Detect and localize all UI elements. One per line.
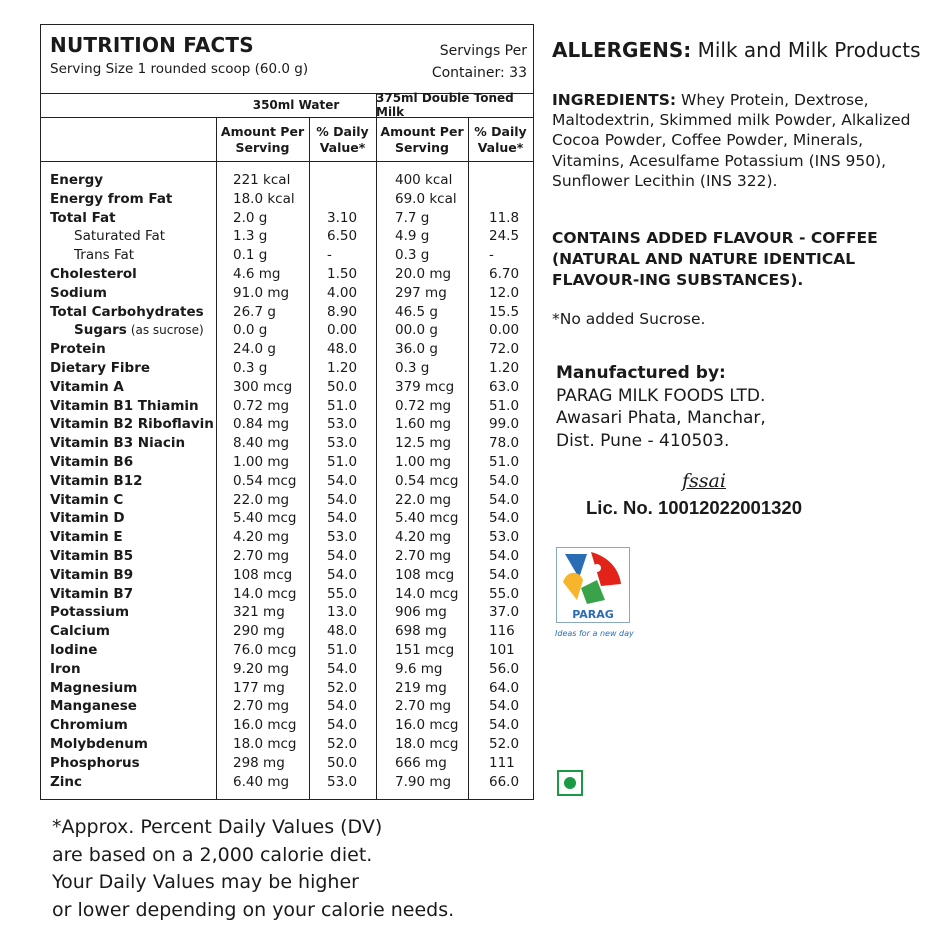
nutrient-name	[50, 284, 107, 303]
nutrient-name	[50, 547, 133, 566]
ingredients-value: Whey Protein, Dextrose, Maltodextrin, Skimmed milk Powder, Alkalized Cocoa Powder, Coffee Powder, Minerals, Vitamins, Acesulfame Potassium (INS 950), Sunflower Lecithin (INS 322).	[552, 91, 911, 190]
water-daily-value: 54.0	[327, 566, 358, 583]
water-amount: 91.0 mg	[233, 284, 290, 301]
milk-amount: 20.0 mg	[395, 265, 452, 282]
manufacturer-address-1: Awasari Phata, Manchar,	[556, 408, 766, 428]
manufacturer-address-2: Dist. Pune - 410503.	[556, 430, 730, 451]
nutrient-name-text: Vitamin A	[50, 378, 124, 395]
milk-daily-value: 56.0	[489, 660, 520, 677]
nutrient-row	[41, 415, 533, 434]
nutrient-name	[50, 209, 116, 228]
milk-amount: 0.3 g	[395, 247, 430, 264]
water-daily-value: 8.90	[327, 303, 358, 320]
milk-amount: 0.72 mg	[395, 397, 452, 414]
milk-daily-value: 1.20	[489, 359, 520, 376]
nutrient-name	[50, 359, 150, 378]
nutrient-name	[50, 171, 103, 190]
water-amount: 0.1 g	[233, 247, 268, 264]
nutrient-name	[50, 679, 137, 698]
water-amount: 5.40 mcg	[233, 510, 297, 527]
nutrient-name-text: Vitamin B7	[50, 585, 134, 602]
column-water-header: 350ml Water	[216, 93, 376, 118]
water-amount-header: Amount Per Serving	[216, 118, 309, 162]
nutrient-name	[50, 735, 148, 754]
milk-amount: 36.0 g	[395, 341, 438, 358]
nutrient-name-text: Vitamin B3 Niacin	[50, 435, 186, 452]
nutrient-name-text: Zinc	[50, 773, 83, 790]
no-sucrose-note: *No added Sucrose.	[552, 310, 706, 328]
nutrient-name-text: Vitamin B12	[50, 472, 143, 489]
nutrient-name	[50, 773, 82, 792]
milk-daily-value: 63.0	[489, 378, 520, 395]
nutrient-row	[41, 679, 533, 698]
milk-daily-value: 64.0	[489, 679, 520, 696]
daily-value-footnote	[52, 814, 454, 924]
nutrient-row	[41, 716, 533, 735]
water-amount: 0.3 g	[233, 359, 268, 376]
milk-daily-value: 54.0	[489, 698, 520, 715]
serving-size: Serving Size 1 rounded scoop (60.0 g)	[50, 61, 309, 77]
water-amount: 24.0 g	[233, 341, 276, 358]
water-amount: 6.40 mg	[233, 773, 290, 790]
milk-amount: 12.5 mg	[395, 435, 452, 452]
nutrient-name-text: Trans Fat	[74, 247, 135, 264]
water-amount: 18.0 kcal	[233, 190, 295, 207]
nutrient-name	[50, 528, 123, 547]
nutrient-row	[41, 227, 533, 246]
water-amount: 2.70 mg	[233, 547, 290, 564]
nutrient-row	[41, 321, 533, 340]
milk-amount: 698 mg	[395, 623, 447, 640]
nutrient-name-text: Iron	[50, 660, 81, 677]
nutrient-row	[41, 340, 533, 359]
milk-amount: 7.7 g	[395, 209, 430, 226]
nutrient-row	[41, 284, 533, 303]
parag-brand-logo	[556, 547, 630, 623]
water-amount: 0.0 g	[233, 322, 268, 339]
manufacturer-name: PARAG MILK FOODS LTD.	[556, 385, 766, 406]
nutrient-name-text: Potassium	[50, 604, 130, 621]
nutrient-rows	[41, 171, 533, 791]
milk-daily-value: 99.0	[489, 416, 520, 433]
nutrient-name	[74, 321, 204, 340]
water-daily-value: 48.0	[327, 341, 358, 358]
nutrient-name-text: Vitamin B9	[50, 566, 134, 583]
footnote-line: or lower depending on your calorie needs.	[52, 898, 455, 921]
milk-amount: 4.9 g	[395, 228, 430, 245]
water-daily-value: 48.0	[327, 623, 358, 640]
nutrient-name	[50, 415, 214, 434]
nutrient-name	[50, 716, 128, 735]
nutrition-header	[41, 25, 533, 94]
veg-dot	[564, 777, 576, 789]
water-daily-value: 1.50	[327, 265, 358, 282]
nutrient-name	[50, 754, 140, 773]
nutrient-row	[41, 453, 533, 472]
nutrient-name	[50, 660, 81, 679]
servings-per-container	[407, 40, 527, 84]
header-blank-cell-2	[41, 118, 216, 162]
milk-amount: 379 mcg	[395, 378, 455, 395]
water-amount: 18.0 mcg	[233, 735, 297, 752]
milk-amount: 4.20 mg	[395, 529, 452, 546]
water-daily-value: 54.0	[327, 510, 358, 527]
nutrient-name-text: Calcium	[50, 623, 110, 640]
milk-amount: 18.0 mcg	[395, 735, 459, 752]
nutrient-name	[50, 303, 204, 322]
ingredients-list	[552, 90, 927, 191]
water-daily-value: -	[327, 247, 332, 264]
nutrient-row	[41, 585, 533, 604]
water-daily-value: 54.0	[327, 660, 358, 677]
water-daily-value: 51.0	[327, 641, 358, 658]
nutrient-name	[50, 566, 133, 585]
nutrient-row	[41, 472, 533, 491]
nutrient-row	[41, 265, 533, 284]
milk-amount: 22.0 mg	[395, 491, 452, 508]
nutrient-name-text: Vitamin B2 Riboflavin	[50, 416, 214, 433]
milk-daily-value: 51.0	[489, 397, 520, 414]
milk-daily-value: 54.0	[489, 566, 520, 583]
nutrient-row	[41, 660, 533, 679]
water-daily-value: 54.0	[327, 547, 358, 564]
water-daily-value: 13.0	[327, 604, 358, 621]
nutrient-row	[41, 603, 533, 622]
nutrient-name	[50, 190, 172, 209]
nutrient-name-text: Vitamin B6	[50, 453, 134, 470]
nutrient-name	[50, 265, 137, 284]
milk-amount: 00.0 g	[395, 322, 438, 339]
nutrition-facts-panel	[40, 24, 534, 800]
nutrient-name	[74, 246, 134, 265]
nutrient-name-text: Sodium	[50, 284, 107, 301]
nutrient-name-text: Vitamin B1 Thiamin	[50, 397, 199, 414]
milk-amount: 14.0 mcg	[395, 585, 459, 602]
nutrient-name	[50, 585, 133, 604]
nutrient-name	[50, 491, 123, 510]
water-amount: 22.0 mg	[233, 491, 290, 508]
water-amount: 26.7 g	[233, 303, 276, 320]
nutrient-name	[74, 227, 165, 246]
water-amount: 8.40 mg	[233, 435, 290, 452]
nutrient-name	[50, 397, 199, 416]
water-daily-value: 54.0	[327, 491, 358, 508]
water-daily-value: 51.0	[327, 453, 358, 470]
water-amount: 0.72 mg	[233, 397, 290, 414]
nutrient-row	[41, 491, 533, 510]
milk-daily-value: 12.0	[489, 284, 520, 301]
water-amount: 108 mcg	[233, 566, 293, 583]
nutrition-title: NUTRITION FACTS	[50, 33, 254, 57]
nutrient-name-text: Energy from Fat	[50, 190, 173, 207]
milk-daily-value: 54.0	[489, 491, 520, 508]
milk-daily-value: -	[489, 247, 494, 264]
nutrient-name-text: Vitamin D	[50, 510, 125, 527]
milk-amount: 69.0 kcal	[395, 190, 457, 207]
milk-amount: 400 kcal	[395, 172, 453, 188]
servings-line-2: Container: 33	[431, 65, 527, 81]
milk-daily-value: 54.0	[489, 547, 520, 564]
water-daily-value: 53.0	[327, 529, 358, 546]
veg-symbol-icon	[557, 770, 583, 796]
nutrient-row	[41, 190, 533, 209]
fssai-license-number: Lic. No. 10012022001320	[586, 497, 802, 518]
fssai-logo: fssai	[682, 470, 726, 492]
water-daily-value: 52.0	[327, 735, 358, 752]
milk-amount: 108 mcg	[395, 566, 455, 583]
milk-amount: 219 mg	[395, 679, 447, 696]
milk-daily-value: 51.0	[489, 453, 520, 470]
milk-amount: 7.90 mg	[395, 773, 452, 790]
water-daily-value: 4.00	[327, 284, 358, 301]
nutrient-row	[41, 303, 533, 322]
brand-logo-text: PARAG	[572, 608, 614, 621]
nutrient-row	[41, 209, 533, 228]
footnote-line: *Approx. Percent Daily Values (DV)	[52, 816, 383, 838]
nutrient-name	[50, 509, 125, 528]
nutrient-name-text: Molybdenum	[50, 735, 148, 752]
nutrient-name	[50, 378, 124, 397]
milk-daily-value: 78.0	[489, 435, 520, 452]
milk-amount: 297 mg	[395, 284, 447, 301]
nutrient-name-text: Energy	[50, 172, 104, 188]
water-daily-value: 50.0	[327, 754, 358, 771]
nutrient-name-text: Total Fat	[50, 209, 116, 226]
nutrient-name	[50, 434, 185, 453]
nutrient-name-text: Iodine	[50, 641, 98, 658]
milk-daily-value: 116	[489, 623, 515, 640]
water-daily-value: 6.50	[327, 228, 358, 245]
milk-daily-value: 54.0	[489, 510, 520, 527]
milk-amount: 1.60 mg	[395, 416, 452, 433]
nutrient-row	[41, 754, 533, 773]
water-amount: 321 mg	[233, 604, 285, 621]
manufacturer-title: Manufactured by:	[556, 363, 726, 383]
water-daily-value: 1.20	[327, 359, 358, 376]
nutrient-row	[41, 434, 533, 453]
milk-daily-value: 111	[489, 754, 515, 771]
allergens-label: ALLERGENS:	[552, 38, 692, 62]
nutrient-row	[41, 509, 533, 528]
water-daily-value: 53.0	[327, 773, 358, 790]
nutrient-name	[50, 472, 142, 491]
water-amount: 4.6 mg	[233, 265, 281, 282]
milk-daily-value: 37.0	[489, 604, 520, 621]
water-daily-value: 51.0	[327, 397, 358, 414]
water-amount: 221 kcal	[233, 172, 291, 188]
water-amount: 9.20 mg	[233, 660, 290, 677]
nutrient-name	[50, 641, 97, 660]
nutrient-name-text: Phosphorus	[50, 754, 140, 771]
water-daily-value: 50.0	[327, 378, 358, 395]
nutrient-row	[41, 171, 533, 190]
water-amount: 76.0 mcg	[233, 641, 297, 658]
allergens-statement	[552, 38, 921, 62]
milk-amount: 906 mg	[395, 604, 447, 621]
nutrient-name	[50, 622, 110, 641]
milk-amount-header: Amount Per Serving	[376, 118, 468, 162]
nutrient-name-text: Vitamin C	[50, 491, 124, 508]
milk-amount: 0.3 g	[395, 359, 430, 376]
water-amount: 2.70 mg	[233, 698, 290, 715]
nutrient-row	[41, 735, 533, 754]
header-blank-cell	[41, 93, 216, 118]
milk-amount: 151 mcg	[395, 641, 455, 658]
water-amount: 298 mg	[233, 754, 285, 771]
nutrient-name-text: Total Carbohydrates	[50, 303, 204, 320]
water-amount: 14.0 mcg	[233, 585, 297, 602]
water-amount: 1.3 g	[233, 228, 268, 245]
parag-logo-graphic	[557, 548, 629, 622]
nutrient-row	[41, 641, 533, 660]
milk-daily-value: 66.0	[489, 773, 520, 790]
milk-amount: 46.5 g	[395, 303, 438, 320]
nutrient-name-text: Vitamin E	[50, 529, 123, 546]
nutrient-row	[41, 397, 533, 416]
footnote-line: Your Daily Values may be higher	[52, 871, 359, 893]
water-daily-value: 55.0	[327, 585, 358, 602]
nutrient-name-qualifier: (as sucrose)	[130, 323, 204, 338]
nutrient-row	[41, 528, 533, 547]
milk-daily-value: 53.0	[489, 529, 520, 546]
nutrient-name-text: Chromium	[50, 717, 128, 734]
water-amount: 16.0 mcg	[233, 717, 297, 734]
milk-amount: 2.70 mg	[395, 547, 452, 564]
nutrient-row	[41, 697, 533, 716]
nutrient-name-text: Manganese	[50, 698, 137, 715]
nutrient-row	[41, 566, 533, 585]
milk-daily-value: 11.8	[489, 209, 520, 226]
milk-amount: 666 mg	[395, 754, 447, 771]
water-daily-value: 54.0	[327, 717, 358, 734]
milk-daily-value: 52.0	[489, 735, 520, 752]
nutrient-row	[41, 378, 533, 397]
footnote-line: are based on a 2,000 calorie diet.	[52, 843, 373, 866]
milk-dv-header: % Daily Value*	[468, 118, 533, 162]
water-amount: 0.54 mcg	[233, 472, 297, 489]
nutrient-name-text: Sugars	[74, 322, 127, 339]
nutrient-row	[41, 246, 533, 265]
water-amount: 300 mcg	[233, 378, 293, 395]
nutrient-row	[41, 359, 533, 378]
nutrient-name-text: Saturated Fat	[74, 228, 166, 245]
milk-amount: 2.70 mg	[395, 698, 452, 715]
nutrient-name-text: Magnesium	[50, 679, 138, 696]
milk-amount: 5.40 mcg	[395, 510, 459, 527]
water-amount: 290 mg	[233, 623, 285, 640]
milk-daily-value: 54.0	[489, 717, 520, 734]
water-daily-value: 53.0	[327, 435, 358, 452]
water-amount: 0.84 mg	[233, 416, 290, 433]
water-dv-header: % Daily Value*	[309, 118, 376, 162]
water-daily-value: 0.00	[327, 322, 358, 339]
milk-amount: 9.6 mg	[395, 660, 443, 677]
water-daily-value: 54.0	[327, 698, 358, 715]
water-daily-value: 52.0	[327, 679, 358, 696]
water-daily-value: 54.0	[327, 472, 358, 489]
nutrient-name	[50, 697, 137, 716]
nutrient-name-text: Dietary Fibre	[50, 359, 151, 376]
servings-line-1: Servings Per	[439, 43, 527, 59]
nutrient-row	[41, 622, 533, 641]
water-daily-value: 53.0	[327, 416, 358, 433]
water-amount: 1.00 mg	[233, 453, 290, 470]
water-amount: 177 mg	[233, 679, 285, 696]
nutrient-name-text: Cholesterol	[50, 265, 137, 282]
milk-daily-value: 101	[489, 641, 515, 658]
milk-daily-value: 15.5	[489, 303, 520, 320]
column-milk-header: 375ml Double Toned Milk	[376, 93, 533, 118]
water-amount: 2.0 g	[233, 209, 268, 226]
nutrient-name	[50, 453, 133, 472]
milk-daily-value: 6.70	[489, 265, 520, 282]
water-amount: 4.20 mg	[233, 529, 290, 546]
milk-amount: 0.54 mcg	[395, 472, 459, 489]
milk-daily-value: 24.5	[489, 228, 520, 245]
ingredients-label: INGREDIENTS:	[552, 91, 677, 109]
nutrient-name-text: Vitamin B5	[50, 547, 134, 564]
milk-daily-value: 54.0	[489, 472, 520, 489]
nutrient-row	[41, 547, 533, 566]
allergens-value: Milk and Milk Products	[691, 38, 921, 62]
milk-daily-value: 55.0	[489, 585, 520, 602]
flavour-statement: CONTAINS ADDED FLAVOUR - COFFEE (NATURAL AND NATURE IDENTICAL FLAVOUR-ING SUBSTANCES).	[552, 229, 878, 289]
nutrient-name	[50, 340, 106, 359]
milk-daily-value: 72.0	[489, 341, 520, 358]
nutrient-name	[50, 603, 129, 622]
manufacturer-block	[556, 362, 766, 452]
water-daily-value: 3.10	[327, 209, 358, 226]
milk-daily-value: 0.00	[489, 322, 520, 339]
nutrient-row	[41, 773, 533, 792]
milk-amount: 1.00 mg	[395, 453, 452, 470]
brand-tagline: Ideas for a new day	[555, 629, 634, 638]
nutrient-name-text: Protein	[50, 341, 106, 358]
milk-amount: 16.0 mcg	[395, 717, 459, 734]
